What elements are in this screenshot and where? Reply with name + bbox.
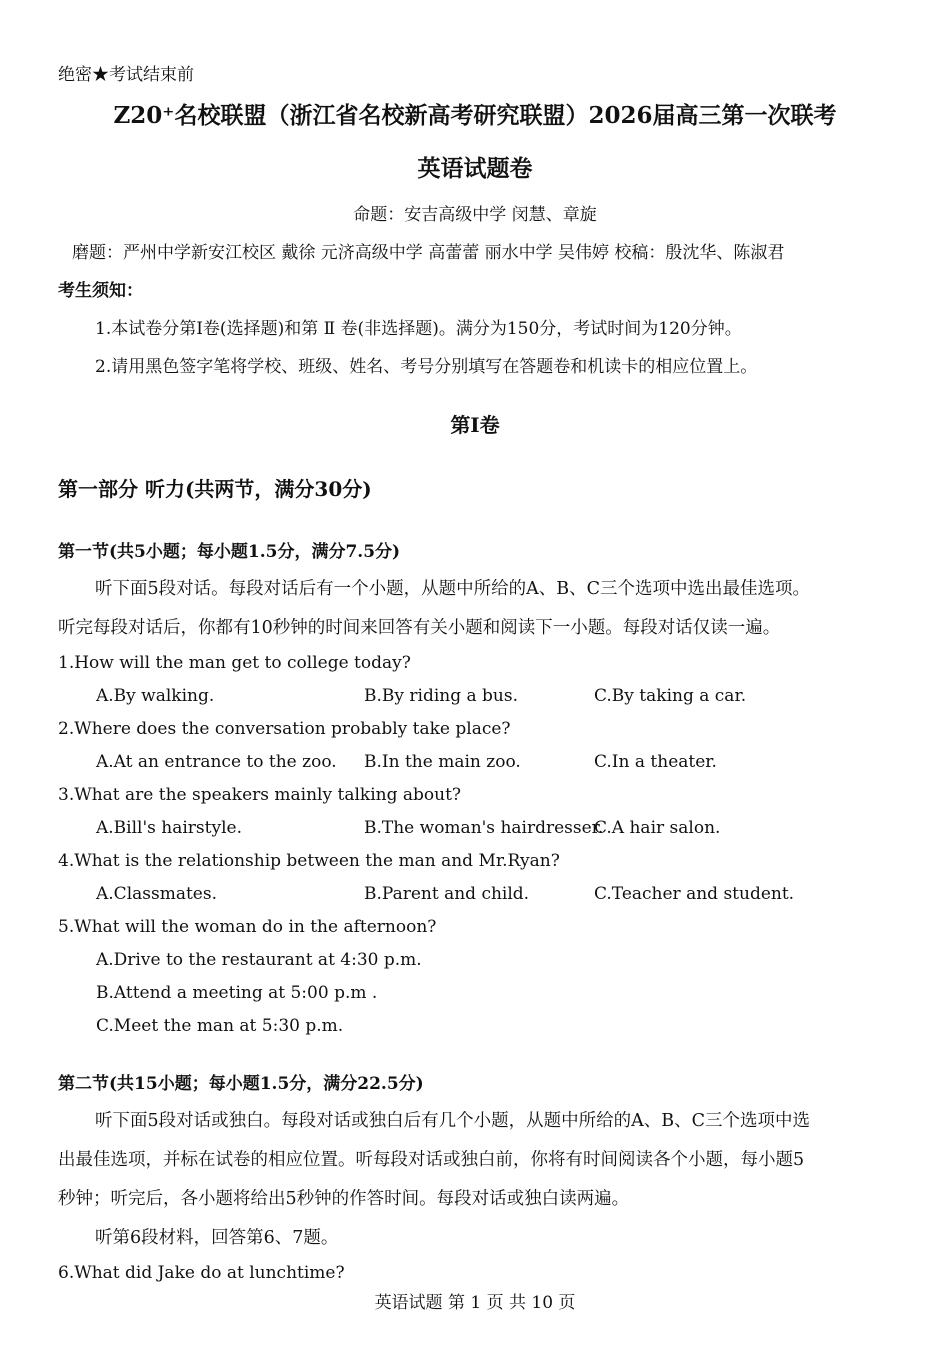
option-a: A.Bill's hairstyle. [96, 818, 242, 838]
section1-instruction: 听完每段对话后，你都有10秒钟的时间来回答有关小题和阅读下一小题。每段对话仅读一遍。 [58, 618, 781, 638]
option-a: A.At an entrance to the zoo. [96, 752, 337, 772]
option-c: C.A hair salon. [594, 818, 721, 838]
exam-title: Z20⁺名校联盟（浙江省名校新高考研究联盟）2026届高三第一次联考 [113, 102, 837, 129]
part1-title: 第一部分 听力(共两节，满分30分) [58, 477, 372, 501]
material-intro: 听第6段材料，回答第6、7题。 [95, 1228, 339, 1248]
question-stem: 2.Where does the conversation probably take place? [58, 719, 511, 739]
secret-mark: 绝密★考试结束前 [58, 65, 194, 85]
exam-subtitle: 英语试题卷 [417, 155, 533, 182]
section2-instruction: 秒钟；听完后，各小题将给出5秒钟的作答时间。每段对话或独白读两遍。 [58, 1189, 630, 1209]
section2-instruction: 听下面5段对话或独白。每段对话或独白后有几个小题，从题中所给的A、B、C三个选项中选 [95, 1111, 811, 1131]
option-c: C.By taking a car. [594, 686, 747, 706]
page-footer: 英语试题 第 1 页 共 10 页 [374, 1293, 576, 1313]
volume-title: 第Ⅰ卷 [450, 413, 500, 437]
section2-instruction: 出最佳选项，并标在试卷的相应位置。听每段对话或独白前，你将有时间阅读各个小题，每小题5 [58, 1150, 805, 1170]
section2-title: 第二节(共15小题；每小题1.5分，满分22.5分) [58, 1074, 424, 1094]
option-a: A.By walking. [96, 686, 215, 706]
option-b: B.By riding a bus. [364, 686, 519, 706]
question-stem: 1.How will the man get to college today? [58, 653, 411, 673]
question-stem: 5.What will the woman do in the afternoon? [58, 917, 437, 937]
option-a: A.Drive to the restaurant at 4:30 p.m. [96, 950, 422, 970]
question-stem: 6.What did Jake do at lunchtime? [58, 1263, 345, 1283]
option-c: C.Teacher and student. [594, 884, 795, 904]
section1-title: 第一节(共5小题；每小题1.5分，满分7.5分) [58, 542, 401, 562]
credit-compose: 命题：安吉高级中学 闵慧、章旋 [353, 205, 597, 225]
option-b: B.In the main zoo. [364, 752, 521, 772]
credit-review: 磨题：严州中学新安江校区 戴徐 元济高级中学 高蕾蕾 丽水中学 吴伟婷 校稿：殷沈华、陈淑君 [72, 243, 785, 263]
option-b: B.Parent and child. [364, 884, 530, 904]
option-c: C.In a theater. [594, 752, 717, 772]
question-stem: 4.What is the relationship between the man and Mr.Ryan? [58, 851, 560, 871]
notice-item: 1.本试卷分第Ⅰ卷(选择题)和第 Ⅱ 卷(非选择题)。满分为150分，考试时间为120分钟。 [95, 319, 742, 339]
notice-heading: 考生须知： [58, 281, 143, 301]
option-b: B.The woman's hairdresser. [364, 818, 604, 838]
option-c: C.Meet the man at 5:30 p.m. [96, 1016, 344, 1036]
section1-instruction: 听下面5段对话。每段对话后有一个小题，从题中所给的A、B、C三个选项中选出最佳选项。 [95, 579, 811, 599]
option-b: B.Attend a meeting at 5:00 p.m . [96, 983, 378, 1003]
option-a: A.Classmates. [96, 884, 217, 904]
notice-item: 2.请用黑色签字笔将学校、班级、姓名、考号分别填写在答题卷和机读卡的相应位置上。 [95, 357, 758, 377]
question-stem: 3.What are the speakers mainly talking about? [58, 785, 462, 805]
